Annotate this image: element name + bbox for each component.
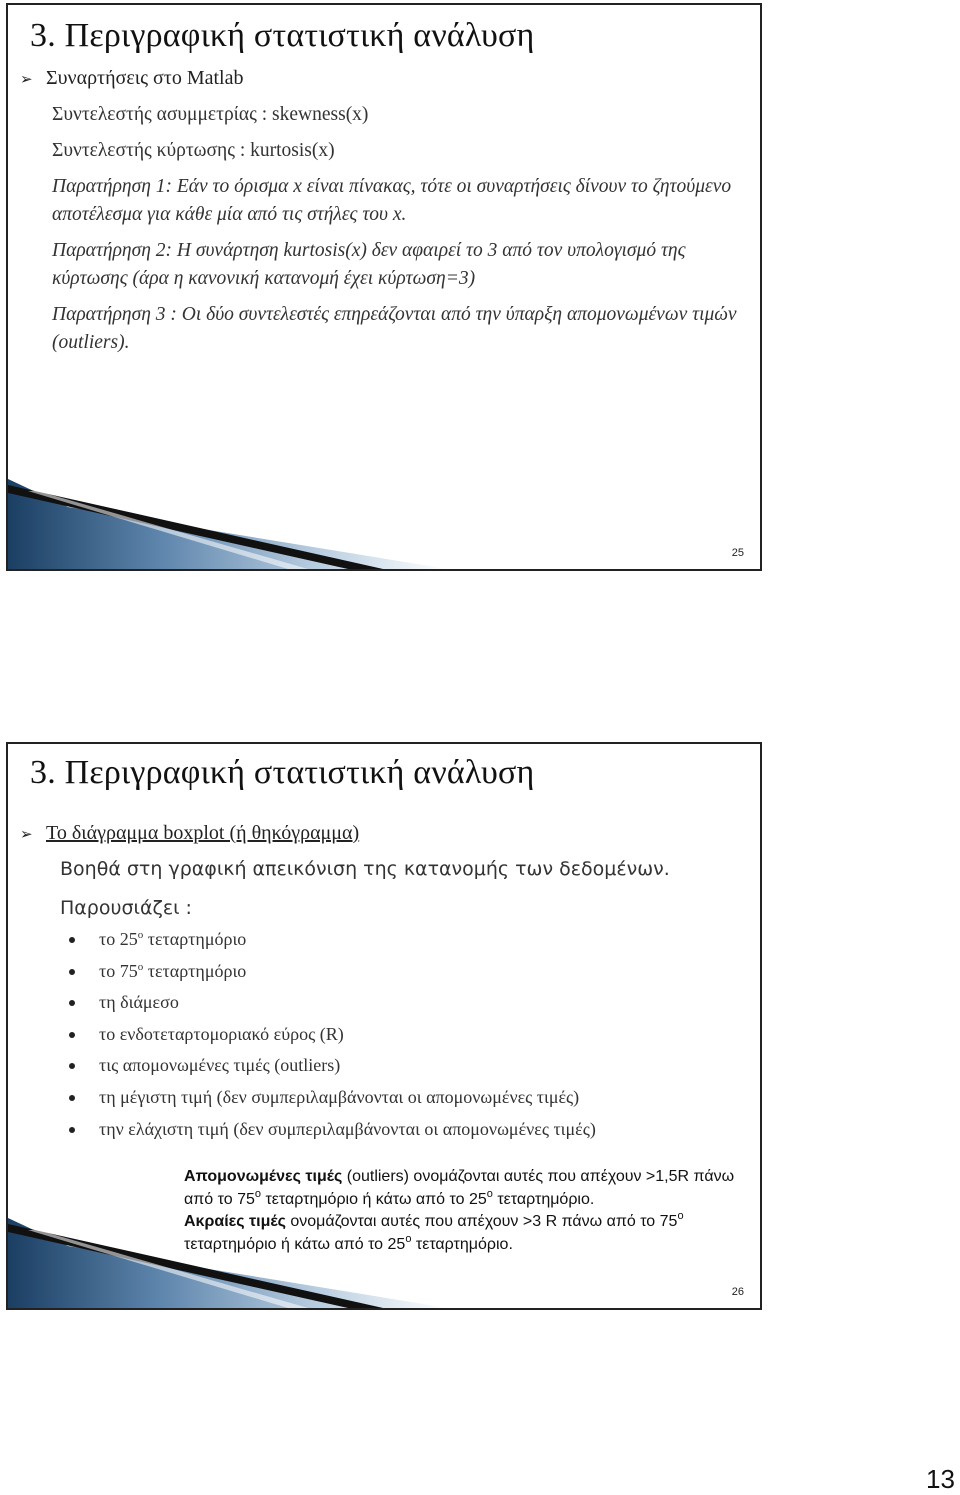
slide-number: 26 [731, 1286, 744, 1298]
page-number: 13 [926, 1464, 955, 1494]
list-item: τη μέγιστη τιμή (δεν συμπεριλαμβάνονται οι απομονωμένες τιμές) [64, 1082, 596, 1114]
bullet-dot-icon [69, 1095, 75, 1101]
bullet-dot-icon [69, 937, 75, 943]
bullet-dot-icon [69, 1063, 75, 1069]
heading-text: Το διάγραμμα boxplot (ή θηκόγραμμα) [46, 822, 360, 844]
kurtosis-line: Συντελεστής κύρτωσης : kurtosis(x) [52, 140, 335, 161]
slide-title: 3. Περιγραφική στατιστική ανάλυση [30, 17, 535, 54]
extreme-values-definition: Ακραίες τιμές ονομάζονται αυτές που απέχουν >3 R πάνω από το $75^o$ τεταρτημόριο ή κάτω από το $25^o$ τεταρτημόριο. [184, 1210, 684, 1253]
remark-2: Παρατήρηση 2: Η συνάρτηση kurtosis(x) δεν αφαιρεί το 3 από τον υπολογισμό της κύρτωσης (άρα η κανονική κατανομή έχει κύρτωση=3) [52, 240, 686, 289]
presents-label: Παρουσιάζει : [60, 897, 192, 919]
list-item: την ελάχιστη τιμή (δεν συμπεριλαμβάνονται οι απομονωμένες τιμές) [64, 1114, 596, 1146]
outliers-definition: Απομονωμένες τιμές (outliers) ονομάζονται αυτές που απέχουν >1,5R πάνω από το $75^o$ τεταρτημόριο ή κάτω από το $25^o$ τεταρτημόριο. [184, 1168, 735, 1208]
heading-text: Συναρτήσεις στο Matlab [46, 67, 244, 89]
intro-text: Βοηθά στη γραφική απεικόνιση της κατανομής των δεδομένων. [60, 858, 670, 880]
arrow-bullet-icon: ➢ [20, 825, 33, 843]
list-item: το ενδοτεταρτομοριακό εύρος (R) [64, 1019, 596, 1051]
outliers-note [184, 1166, 744, 1256]
slide-number: 25 [731, 547, 744, 559]
bullet-dot-icon [69, 1000, 75, 1006]
list-item: το $25^o$ τεταρτημόριο [64, 924, 596, 956]
remark-3: Παρατήρηση 3 : Οι δύο συντελεστές επηρεάζονται από την ύπαρξη απομονωμένων τιμών (outliers). [52, 304, 737, 353]
boxplot-features-list [64, 924, 596, 1145]
section-heading [20, 67, 244, 90]
slide-26 [6, 742, 762, 1310]
bullet-dot-icon [69, 1127, 75, 1133]
section-heading [20, 822, 359, 845]
list-item: τις απομονωμένες τιμές (outliers) [64, 1050, 596, 1082]
skewness-line: Συντελεστής ασυμμετρίας : skewness(x) [52, 104, 369, 125]
arrow-bullet-icon: ➢ [20, 70, 33, 88]
slide-25 [6, 3, 762, 571]
bullet-dot-icon [69, 1032, 75, 1038]
list-item: το $75^o$ τεταρτημόριο [64, 956, 596, 988]
list-item: τη διάμεσο [64, 987, 596, 1019]
bullet-dot-icon [69, 969, 75, 975]
remark-1: Παρατήρηση 1: Εάν το όρισμα x είναι πίνακας, τότε οι συναρτήσεις δίνουν το ζητούμενο αποτέλεσμα για κάθε μία από τις στήλες του x. [52, 176, 732, 225]
slide-title: 3. Περιγραφική στατιστική ανάλυση [30, 754, 535, 791]
decorative-swoosh [8, 479, 760, 569]
